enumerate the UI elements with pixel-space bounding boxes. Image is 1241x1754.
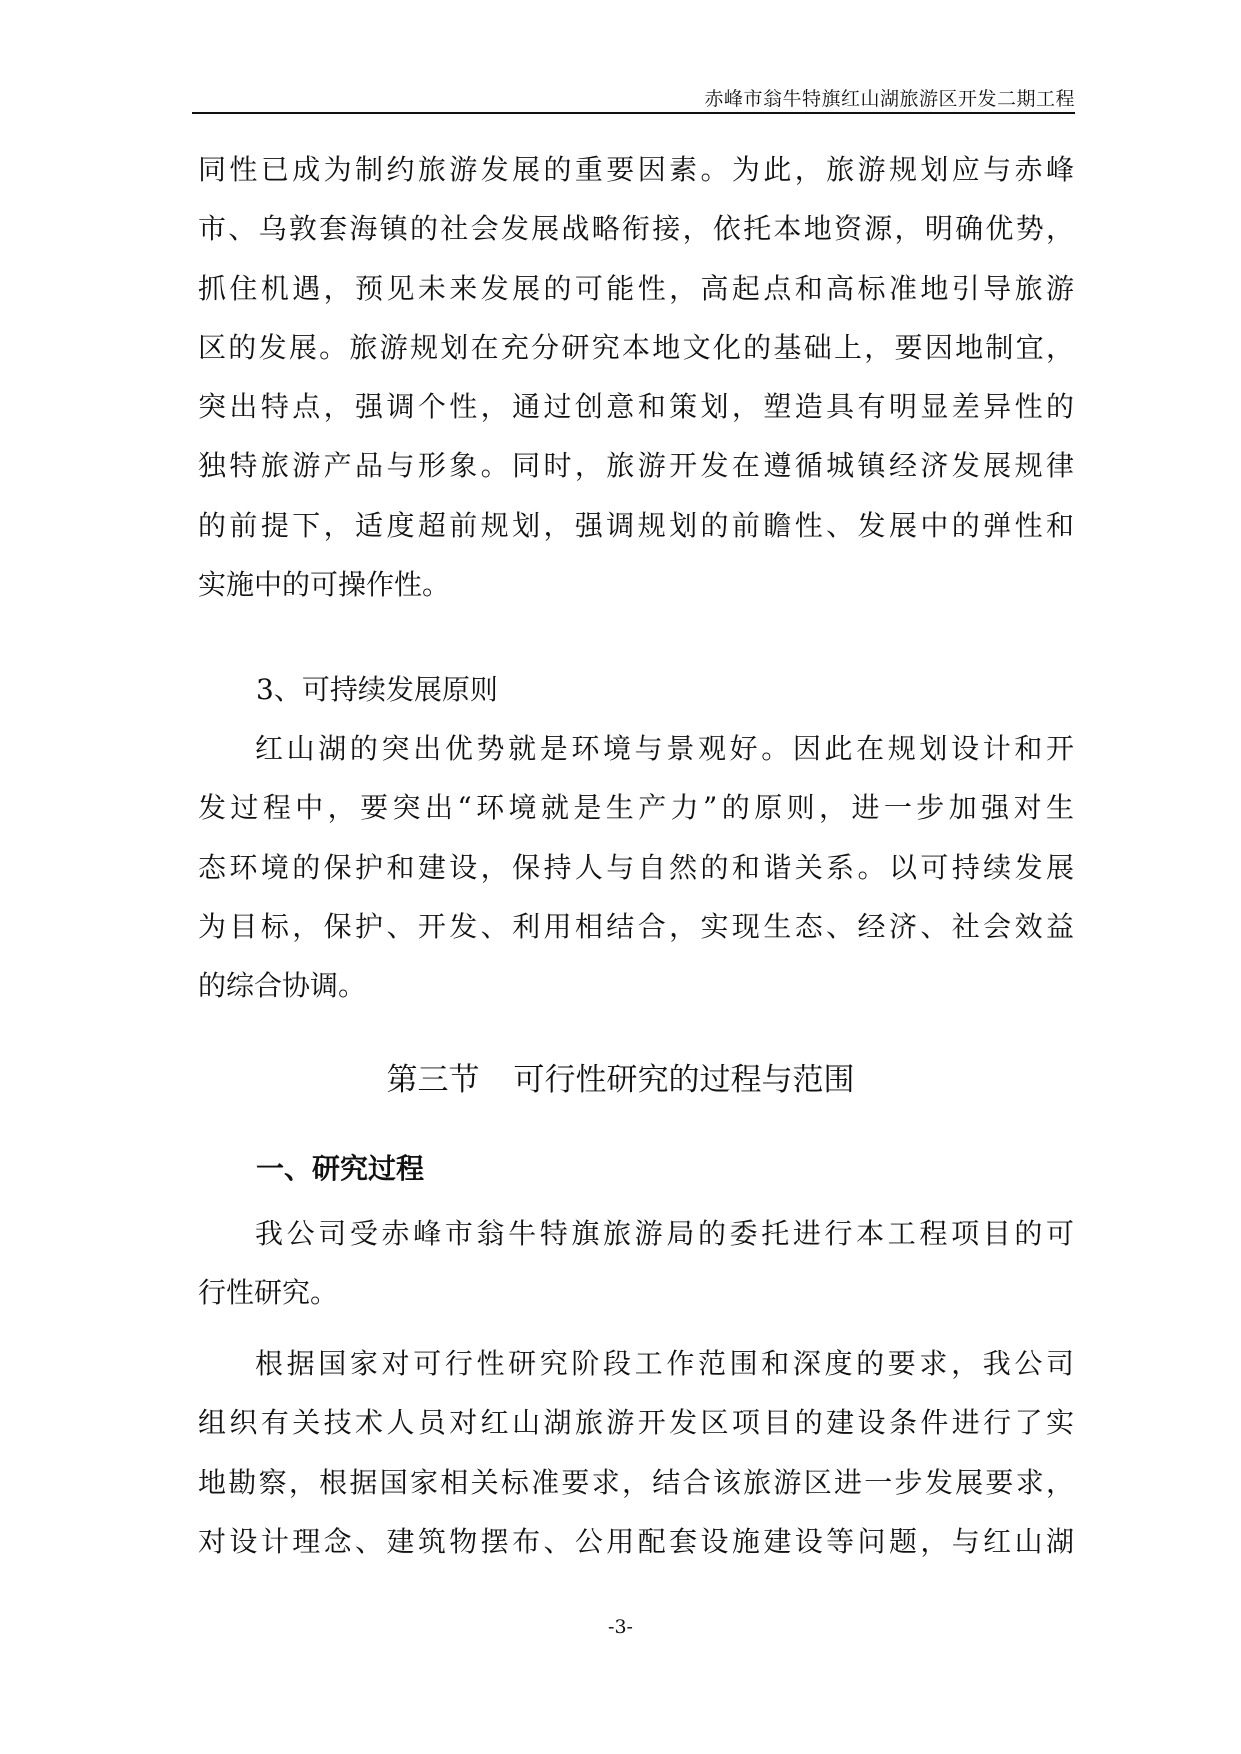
paragraph-line: 发过程中，要突出“环境就是生产力”的原则，进一步加强对生 xyxy=(198,791,1074,825)
paragraph-line: 态环境的保护和建设，保持人与自然的和谐关系。以可持续发展 xyxy=(198,850,1074,884)
paragraph-line: 区的发展。旅游规划在充分研究本地文化的基础上，要因地制宜， xyxy=(198,330,1074,364)
paragraph-line: 的前提下，适度超前规划，强调规划的前瞻性、发展中的弹性和 xyxy=(198,508,1074,542)
paragraph-line: 地勘察，根据国家相关标准要求，结合该旅游区进一步发展要求， xyxy=(198,1465,1074,1499)
header-rule xyxy=(192,112,1075,114)
section-title xyxy=(0,1054,1241,1099)
principle-heading: 3、可持续发展原则 xyxy=(256,673,498,706)
paragraph-line: 我公司受赤峰市翁牛特旗旅游局的委托进行本工程项目的可 xyxy=(255,1217,1074,1250)
running-header: 赤峰市翁牛特旗红山湖旅游区开发二期工程 xyxy=(704,88,1075,110)
paragraph-line: 抓住机遇，预见未来发展的可能性，高起点和高标准地引导旅游 xyxy=(198,271,1074,305)
paragraph-line: 行性研究。 xyxy=(198,1276,339,1310)
paragraph-line: 的综合协调。 xyxy=(198,969,367,1003)
subsection-heading: 一、研究过程 xyxy=(256,1152,425,1185)
paragraph-line: 实施中的可操作性。 xyxy=(198,568,451,602)
page-number: -3- xyxy=(608,1616,633,1638)
paragraph-line: 对设计理念、建筑物摆布、公用配套设施建设等问题，与红山湖 xyxy=(198,1524,1074,1558)
paragraph-line: 同性已成为制约旅游发展的重要因素。为此，旅游规划应与赤峰 xyxy=(198,153,1074,186)
paragraph-line: 根据国家对可行性研究阶段工作范围和深度的要求，我公司 xyxy=(255,1347,1074,1380)
section-title-text: 可行性研究的过程与范围 xyxy=(513,1062,855,1098)
paragraph-line: 为目标，保护、开发、利用相结合，实现生态、经济、社会效益 xyxy=(198,909,1074,943)
paragraph-line: 市、乌敦套海镇的社会发展战略衔接，依托本地资源，明确优势， xyxy=(198,212,1074,246)
paragraph-4 xyxy=(198,1334,1074,1571)
section-number: 第三节 xyxy=(386,1062,480,1098)
paragraph-line: 独特旅游产品与形象。同时，旅游开发在遵循城镇经济发展规律 xyxy=(198,449,1074,483)
paragraph-line: 组织有关技术人员对红山湖旅游开发区项目的建设条件进行了实 xyxy=(198,1406,1074,1440)
paragraph-line: 突出特点，强调个性，通过创意和策划，塑造具有明显差异性的 xyxy=(198,390,1074,424)
paragraph-line: 红山湖的突出优势就是环境与景观好。因此在规划设计和开 xyxy=(255,732,1074,765)
paragraph-2 xyxy=(198,719,1074,1015)
paragraph-1 xyxy=(198,140,1074,614)
paragraph-3 xyxy=(198,1204,1074,1323)
